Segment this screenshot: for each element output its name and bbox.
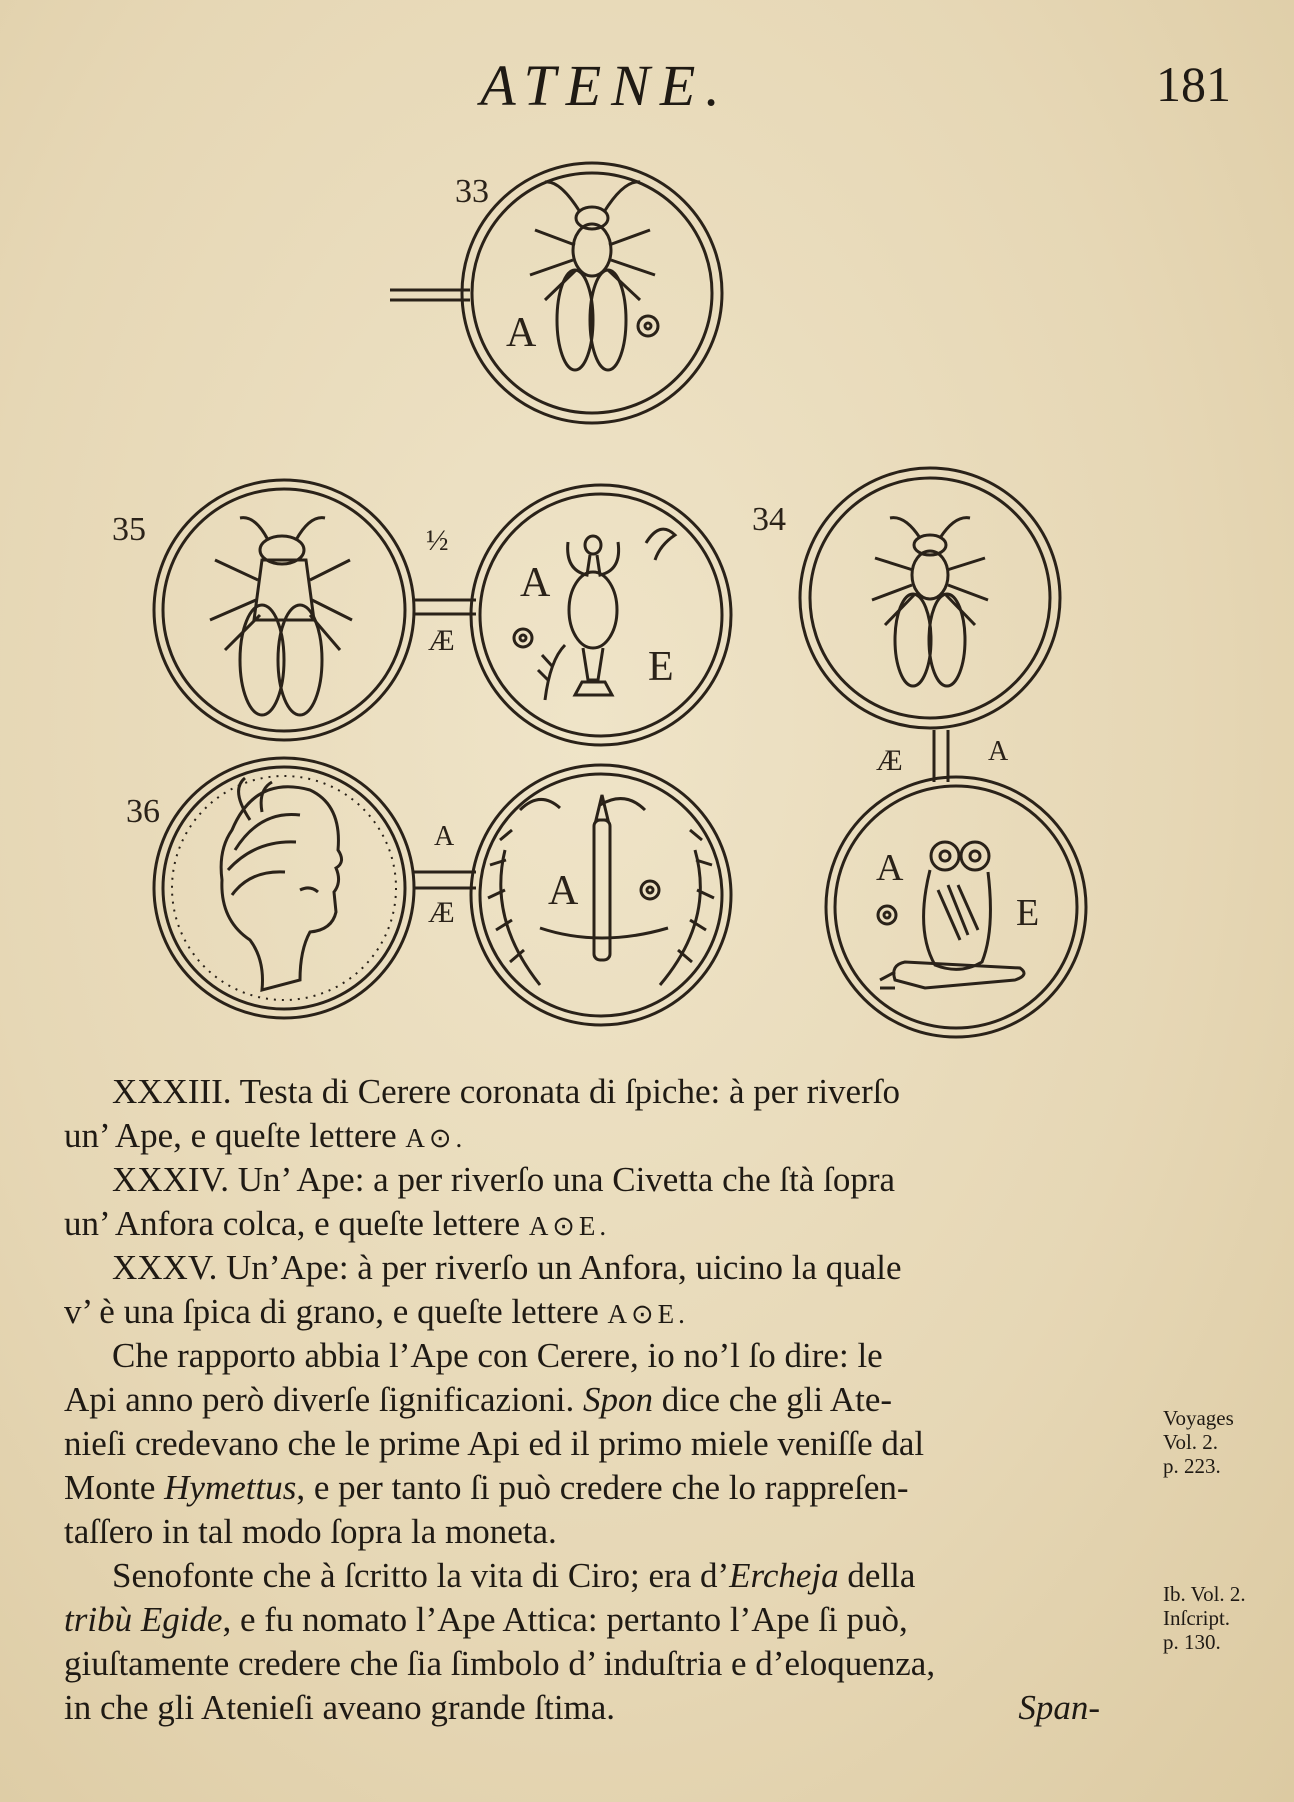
coin-plate xyxy=(0,150,1294,1070)
coin-34-letter-e: E xyxy=(1016,892,1040,934)
text-run: in che gli Atenieſi aveano grande ſtima. xyxy=(64,1688,616,1727)
coin-34-owl xyxy=(826,777,1086,1037)
margin-note-inscript xyxy=(1163,1582,1246,1654)
paragraph-line xyxy=(64,1378,1164,1422)
plate-labels xyxy=(112,173,1039,934)
text-run: della xyxy=(847,1556,916,1595)
text-run: , e fu nomato l’Ape Attica: pertanto l’Ape ſi può, xyxy=(222,1600,908,1639)
coin-35-bee xyxy=(154,480,414,740)
entry-numeral: XXXIV. xyxy=(112,1160,229,1199)
margin-note-line: Voyages xyxy=(1163,1406,1234,1430)
entry-text: Un’ Ape: a per riverſo una Civetta che ſtà ſopra xyxy=(229,1160,896,1199)
entry-text: v’ è una ſpica di grano, e queſte lettere xyxy=(64,1292,599,1331)
metal-label-ae-1: Æ xyxy=(428,624,455,657)
coin-number-35: 35 xyxy=(112,511,146,548)
entry-text: un’ Anfora colca, e queſte lettere xyxy=(64,1204,521,1243)
coin-35-amphora xyxy=(471,485,731,745)
entry-xxxv-line-1 xyxy=(64,1246,1164,1290)
entry-text: Testa di Cerere coronata di ſpiche: à per riverſo xyxy=(231,1072,900,1111)
margin-note-line: Inſcript. xyxy=(1163,1606,1231,1630)
place-name: Ercheja xyxy=(729,1556,839,1595)
entry-xxxiii-line-1 xyxy=(64,1070,1164,1114)
author-name: Spon xyxy=(583,1380,654,1419)
margin-note-line: p. 130. xyxy=(1163,1630,1221,1654)
entry-text: Un’Ape: à per riverſo un Anfora, uicino la quale xyxy=(217,1248,902,1287)
coin-36-head-of-ceres xyxy=(154,758,414,1018)
coin-35-letter-e: E xyxy=(648,644,674,690)
text-run: Senofonte che à ſcritto la vita di Ciro; era d’ xyxy=(112,1556,730,1595)
margin-note-line: Ib. Vol. 2. xyxy=(1163,1582,1246,1606)
place-name: Hymettus xyxy=(164,1468,297,1507)
entry-numeral: XXXV. xyxy=(112,1248,218,1287)
running-head-title: ATENE. xyxy=(480,53,730,118)
greek-letters: A⊙. xyxy=(405,1123,467,1153)
paragraph-line: nieſi credevano che le prime Api ed il primo miele veniſſe dal xyxy=(64,1424,925,1463)
entry-text: un’ Ape, e queſte lettere xyxy=(64,1116,397,1155)
text-run: , e per tanto ſi può credere che lo rappreſen- xyxy=(296,1468,909,1507)
metal-label-ae-3: Æ xyxy=(876,744,903,777)
margin-note-line: Vol. 2. xyxy=(1163,1430,1219,1454)
margin-note-line: p. 223. xyxy=(1163,1454,1221,1478)
coin-number-33: 33 xyxy=(455,173,489,210)
entry-xxxiii-line-2 xyxy=(64,1114,1164,1158)
margin-note-voyages xyxy=(1163,1406,1234,1478)
text-run: Api anno però diverſe ſignificazioni. xyxy=(64,1380,575,1419)
catchword: Span- xyxy=(1018,1688,1100,1727)
greek-letters: A⊙E. xyxy=(528,1211,611,1241)
coin-33-bee xyxy=(462,163,722,423)
paragraph-line xyxy=(64,1686,1164,1730)
text-run: dice che gli Ate- xyxy=(661,1380,893,1419)
entry-numeral: XXXIII. xyxy=(112,1072,232,1111)
paragraph-line xyxy=(64,1598,1164,1642)
coin-36-letter-a: A xyxy=(548,868,579,914)
paragraph-line: Che rapporto abbia l’Ape con Cerere, io no’l ſo dire: le xyxy=(112,1336,883,1375)
coin-35-letter-a: A xyxy=(520,560,551,606)
entry-xxxv-line-2 xyxy=(64,1290,1164,1334)
metal-label-a-1: A xyxy=(434,821,455,852)
paragraph-line: giuſtamente credere che ſia ſimbolo d’ induſtria e d’eloquenza, xyxy=(64,1644,936,1683)
fraction-label: ½ xyxy=(426,524,449,557)
greek-letters: A⊙E. xyxy=(607,1299,689,1329)
entry-xxxiv-line-1 xyxy=(64,1158,1164,1202)
coin-36-torch-wreath xyxy=(471,765,731,1025)
entry-xxxiv-line-2 xyxy=(64,1202,1164,1246)
coin-34-bee xyxy=(800,468,1060,728)
paragraph-line: taſſero in tal modo ſopra la moneta. xyxy=(64,1512,557,1551)
page-number: 181 xyxy=(1156,56,1231,112)
body-text xyxy=(64,1070,1164,1730)
coin-33-letter-a: A xyxy=(506,310,537,356)
coin-number-36: 36 xyxy=(126,793,160,830)
coin-number-34: 34 xyxy=(752,501,786,538)
metal-label-a-3: A xyxy=(988,736,1009,767)
text-run: Monte xyxy=(64,1468,156,1507)
tribe-name: tribù Egide xyxy=(64,1600,223,1639)
paragraph-line xyxy=(64,1466,1164,1510)
paragraph-line xyxy=(64,1554,1164,1598)
coin-34-letter-a: A xyxy=(876,847,904,889)
metal-label-ae-2: Æ xyxy=(428,896,455,929)
